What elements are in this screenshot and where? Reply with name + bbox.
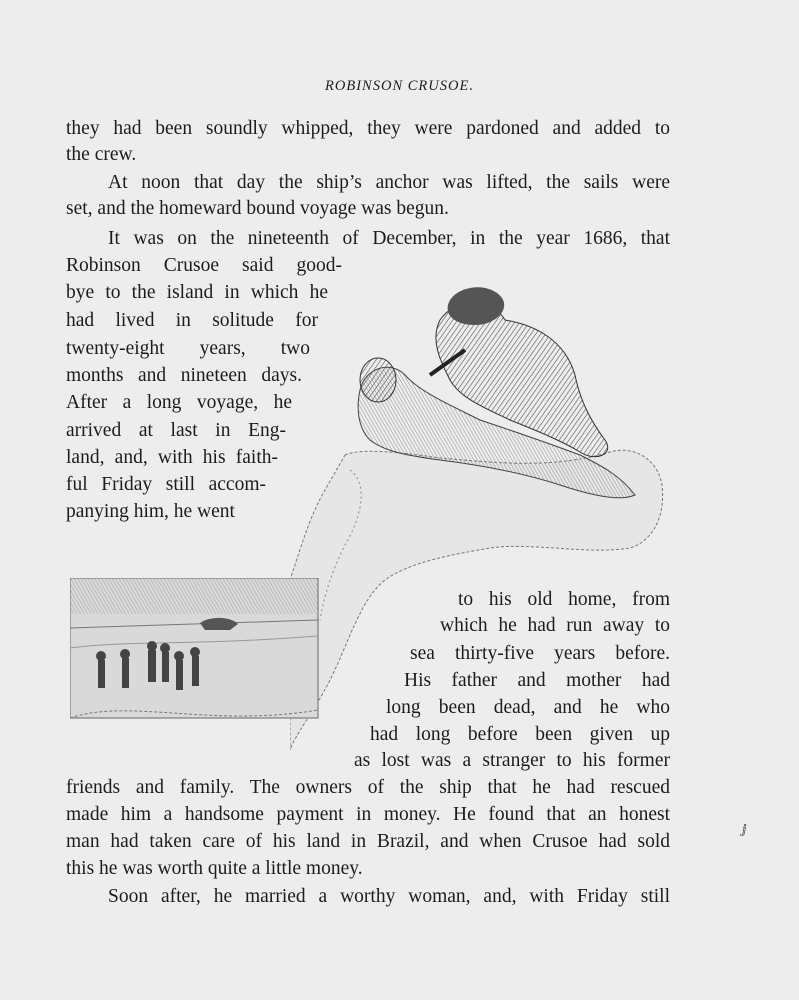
text-line: arrived at last in Eng- <box>66 420 286 441</box>
text-line: months and nineteen days. <box>66 365 302 386</box>
engraving-shore-scene <box>70 578 320 724</box>
text-line: It was on the nineteenth of December, in the year 1686, that <box>108 228 670 249</box>
text-line: sea thirty-five years before. <box>410 643 670 664</box>
text-line: long been dead, and he who <box>386 697 670 718</box>
text-line: they had been soundly whipped, they were pardoned and added to <box>66 118 670 139</box>
text-line: had lived in solitude for <box>66 310 318 331</box>
text-line: After a long voyage, he <box>66 392 292 413</box>
text-line: ful Friday still accom- <box>66 474 266 495</box>
text-line: to his old home, from <box>458 589 670 610</box>
text-line: made him a handsome payment in money. He found that an honest <box>66 804 670 825</box>
running-head: ROBINSON CRUSOE. <box>325 78 474 94</box>
text-line: friends and family. The owners of the ship that he had rescued <box>66 777 670 798</box>
stray-mark: ⅉ <box>742 822 747 836</box>
text-line: as lost was a stranger to his former <box>354 750 670 771</box>
engraving-crusoe-and-friday <box>290 280 670 750</box>
text-line: this he was worth quite a little money. <box>66 858 363 879</box>
text-line: land, and, with his faith- <box>66 447 278 468</box>
text-line: At noon that day the ship’s anchor was lifted, the sails were <box>108 172 670 193</box>
text-line: Robinson Crusoe said good- <box>66 255 342 276</box>
text-line: man had taken care of his land in Brazil, and when Crusoe had sold <box>66 831 670 852</box>
text-line: twenty-eight years, two <box>66 338 310 359</box>
text-line: had long before been given up <box>370 724 670 745</box>
text-line: set, and the homeward bound voyage was begun. <box>66 198 449 219</box>
text-line: bye to the island in which he <box>66 282 328 303</box>
text-line: His father and mother had <box>404 670 670 691</box>
text-line: Soon after, he married a worthy woman, and, with Friday still <box>108 886 670 907</box>
text-line: panying him, he went <box>66 501 235 522</box>
text-line: which he had run away to <box>440 615 670 636</box>
text-line: the crew. <box>66 144 137 165</box>
